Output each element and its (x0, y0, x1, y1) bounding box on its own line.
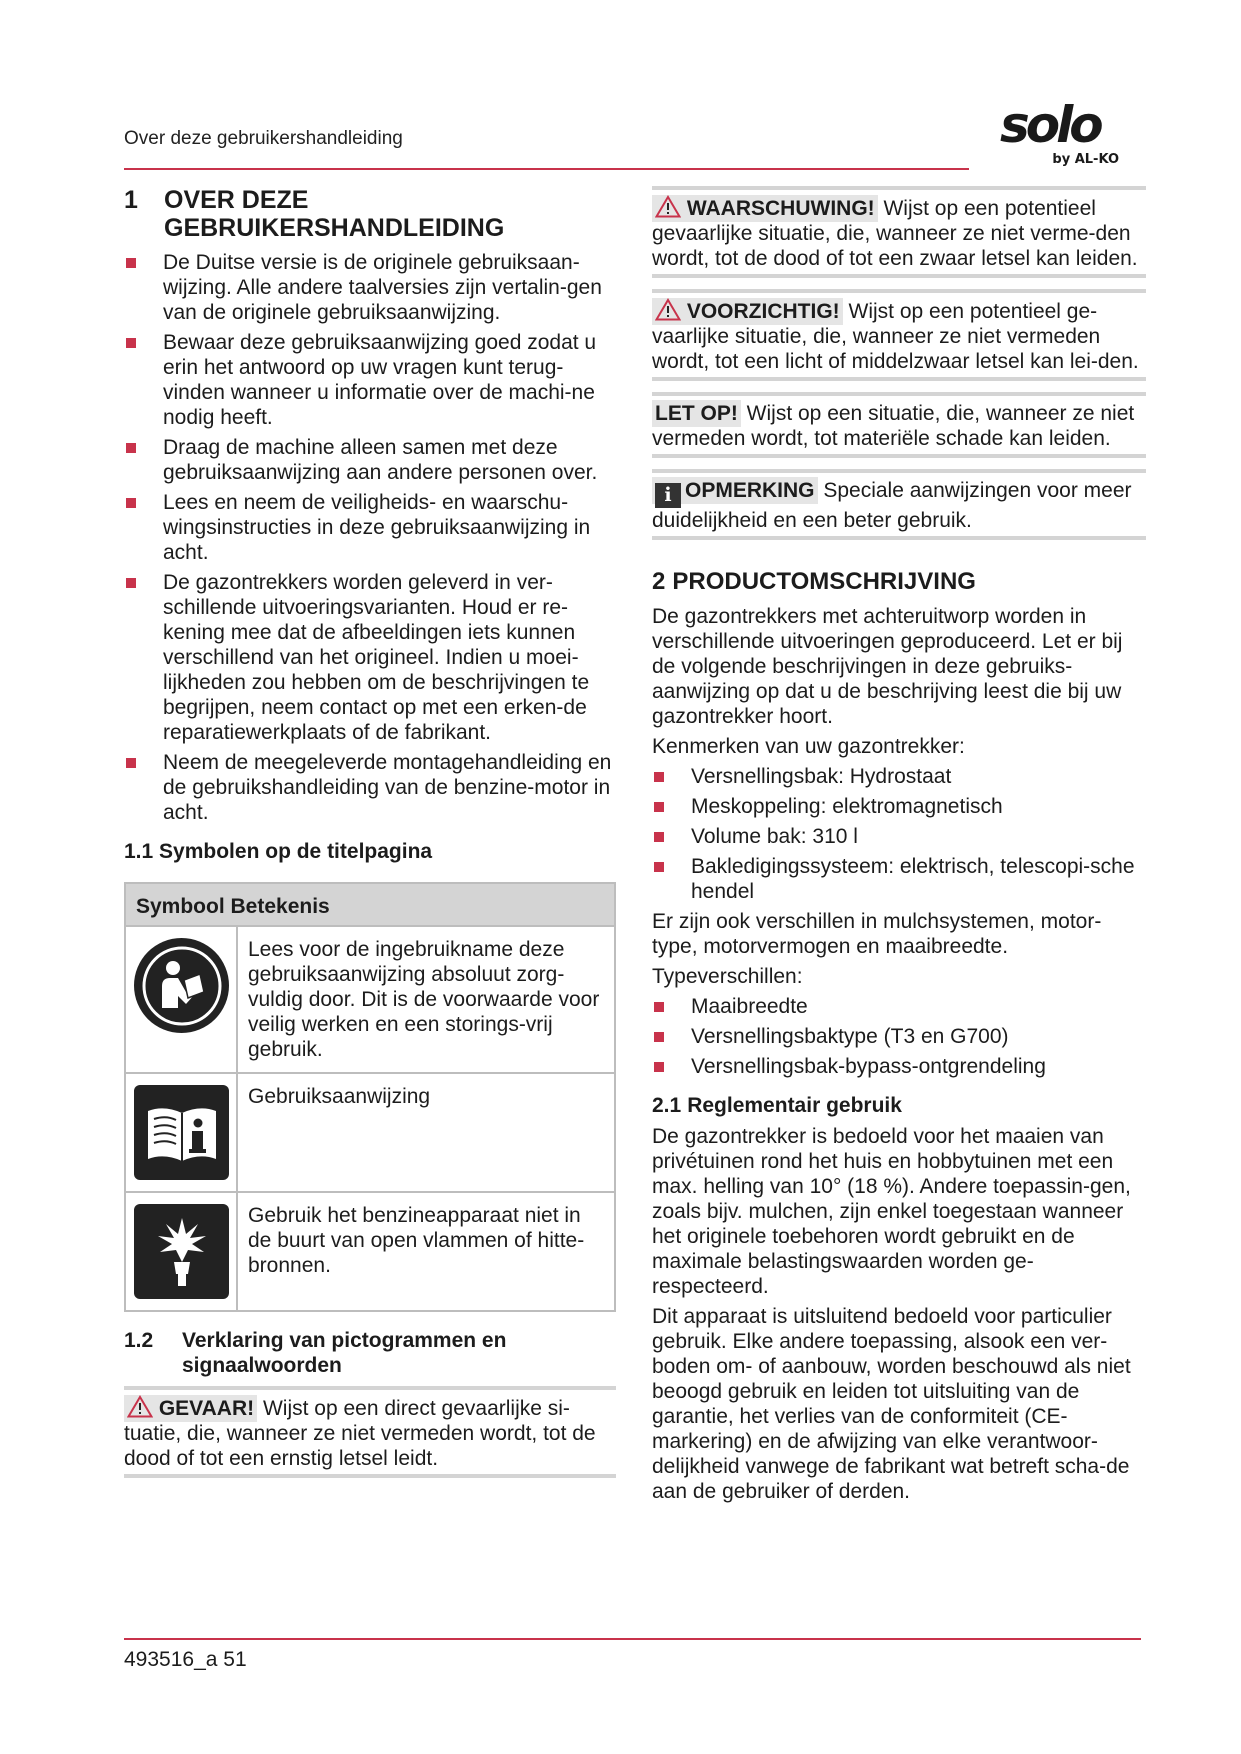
remark-text: Speciale aanwijzingen voor meer duidelijkheid en een beter gebruik. (652, 479, 1132, 532)
warning-notice (652, 186, 1146, 278)
section-2-1-number: 2.1 (652, 1094, 682, 1117)
section-1-number: 1 (124, 186, 138, 214)
features-list (652, 764, 1146, 904)
attention-notice (652, 392, 1146, 458)
types-list (652, 994, 1146, 1079)
right-column (652, 186, 1146, 1509)
caution-text: Wijst op een potentieel ge-vaarlijke situatie, die, wanneer ze niet vermeden wordt, tot een licht of middelzwaar letsel kan lei-den. (652, 300, 1139, 373)
section-1-1-title: Symbolen op de titelpagina (159, 840, 433, 863)
differences-paragraph: Er zijn ook verschillen in mulchsystemen, motor-type, motorvermogen en maaibreedte. (652, 910, 1102, 958)
list-item: Meskoppeling: elektromagnetisch (652, 794, 1146, 819)
section-2-title: PRODUCTOMSCHRIJVING (672, 568, 976, 595)
list-item: Maaibreedte (652, 994, 1146, 1019)
read-manual-icon (134, 938, 229, 1033)
table-cell: Lees voor de ingebruikname deze gebruiksaanwijzing absoluut zorg-vuldig door. Dit is de voorwaarde voor veilig werken en een storings-vrij gebruik. (248, 938, 600, 1061)
danger-text: Wijst op een direct gevaarlijke si-tuatie, die, wanneer ze niet vermeden wordt, tot de dood of tot een ernstig letsel leidt. (124, 1397, 596, 1470)
section-1-1-heading (124, 839, 616, 864)
list-item: Lees en neem de veiligheids- en waarschu-wingsinstructies in deze gebruiksaanwijzing in acht. (124, 490, 616, 565)
warning-text: Wijst op een potentieel gevaarlijke situatie, die, wanneer ze niet verme-den wordt, tot de dood of tot een zwaar letsel kan leiden. (652, 197, 1138, 270)
list-item: De Duitse versie is de originele gebruiksaan-wijzing. Alle andere taalversies zijn vertalin-gen van de originele gebruiksaanwijzing. (124, 250, 616, 325)
list-item: Bewaar deze gebruiksaanwijzing goed zodat u erin het antwoord op uw vragen kunt terug-vinden wanneer u informatie over de machi-ne nodig heeft. (124, 330, 616, 430)
attention-text: Wijst op een situatie, die, wanneer ze niet vermeden wordt, tot materiële schade kan leiden. (652, 402, 1135, 450)
section-2-heading (652, 568, 1146, 596)
list-item: Versnellingsbaktype (T3 en G700) (652, 1024, 1146, 1049)
section-1-2-title-line1: Verklaring van pictogrammen en (182, 1329, 507, 1352)
page-footer: 493516_a 51 (124, 1648, 247, 1671)
section-2-number: 2 (652, 568, 666, 595)
warning-triangle-icon (127, 1395, 153, 1418)
table-row (126, 1074, 614, 1193)
section-1-2-title-line2: signaalwoorden (182, 1354, 342, 1377)
section-2-1-heading (652, 1093, 1146, 1118)
warning-label: WAARSCHUWING! (686, 197, 875, 220)
section-2-intro: De gazontrekkers met achteruitworp worden in verschillende uitvoeringen geproduceerd. Let er bij de volgende beschrijvingen in deze gebruiks-aanwijzing op dat u de beschrijving leest die bij uw gazontrekker hoort. (652, 605, 1123, 728)
table-row (126, 1193, 614, 1310)
manual-info-icon (134, 1085, 229, 1180)
table-header: Symbool Betekenis (126, 884, 614, 927)
section-1-title-line2: GEBRUIKERSHANDLEIDING (164, 214, 505, 242)
table-cell: Gebruiksaanwijzing (248, 1085, 431, 1108)
logo-subtitle: by AL-KO (1052, 152, 1119, 167)
section-1-2-number: 1.2 (124, 1329, 154, 1352)
logo-wordmark: solo (1000, 96, 1100, 154)
list-item: Versnellingsbak-bypass-ontgrendeling (652, 1054, 1146, 1079)
features-label: Kenmerken van uw gazontrekker: (652, 735, 965, 758)
list-item: Bakledigingssysteem: elektrisch, telescopi-sche hendel (652, 854, 1146, 904)
table-row (126, 927, 614, 1074)
header-divider (124, 168, 969, 170)
section-1-1-number: 1.1 (124, 840, 154, 863)
section-1-bullet-list (124, 250, 616, 825)
warning-triangle-icon (655, 298, 681, 321)
caution-notice (652, 289, 1146, 381)
private-use-paragraph: Dit apparaat is uitsluitend bedoeld voor particulier gebruik. Elke andere toepassing, alsook een ver-boden om- of aanbouw, worden beschouwd als niet beoogd gebruik en leiden tot uitsluiting van de garantie, het verlies van de conformiteit (CE-markering) en de afwijzing van elke verantwoor-delijkheid vanwege de fabrikant wat betreft scha-de aan de gebruiker of derden. (652, 1305, 1131, 1503)
list-item: Neem de meegeleverde montagehandleiding en de gebruikshandleiding van de benzine-motor in acht. (124, 750, 616, 825)
caution-label: VOORZICHTIG! (686, 300, 840, 323)
solo-logo (1000, 96, 1125, 172)
intended-use-paragraph: De gazontrekker is bedoeld voor het maaien van privétuinen rond het huis en hobbytuinen met een max. helling van 10° (18 %). Andere toepassin-gen, zoals bijv. mulchen, zijn enkel toegestaan wanneer het originele toebehoren wordt gebruikt en de maximale belastingswaarden worden ge-respecteerd. (652, 1125, 1131, 1298)
list-item: Volume bak: 310 l (652, 824, 1146, 849)
section-1-heading (124, 186, 616, 242)
list-item: Versnellingsbak: Hydrostaat (652, 764, 1146, 789)
remark-label: OPMERKING (685, 479, 815, 502)
info-icon: i (655, 483, 681, 508)
no-open-flame-icon (134, 1204, 229, 1299)
section-1-title-line1: OVER DEZE (164, 186, 309, 214)
table-cell: Gebruik het benzineapparaat niet in de buurt van open vlammen of hitte-bronnen. (248, 1204, 585, 1277)
list-item: De gazontrekkers worden geleverd in ver-schillende uitvoeringsvarianten. Houd er re-kening mee dat de afbeeldingen iets kunnen verschillend van het origineel. Indien u moei-lijkheden zou hebben om de beschrijvingen te begrijpen, neem contact op met een erken-de reparatiewerkplaats of de fabrikant. (124, 570, 616, 745)
remark-notice (652, 469, 1146, 540)
left-column (124, 186, 616, 1478)
footer-divider (124, 1638, 1141, 1640)
section-2-1-title: Reglementair gebruik (687, 1094, 902, 1117)
warning-triangle-icon (655, 195, 681, 218)
types-label: Typeverschillen: (652, 965, 803, 988)
list-item: Draag de machine alleen samen met deze gebruiksaanwijzing aan andere personen over. (124, 435, 616, 485)
symbol-table (124, 882, 616, 1312)
running-header: Over deze gebruikershandleiding (124, 128, 403, 149)
section-1-2-heading (124, 1328, 616, 1378)
attention-label: LET OP! (652, 400, 741, 427)
danger-label: GEVAAR! (158, 1397, 255, 1420)
danger-notice (124, 1386, 616, 1478)
